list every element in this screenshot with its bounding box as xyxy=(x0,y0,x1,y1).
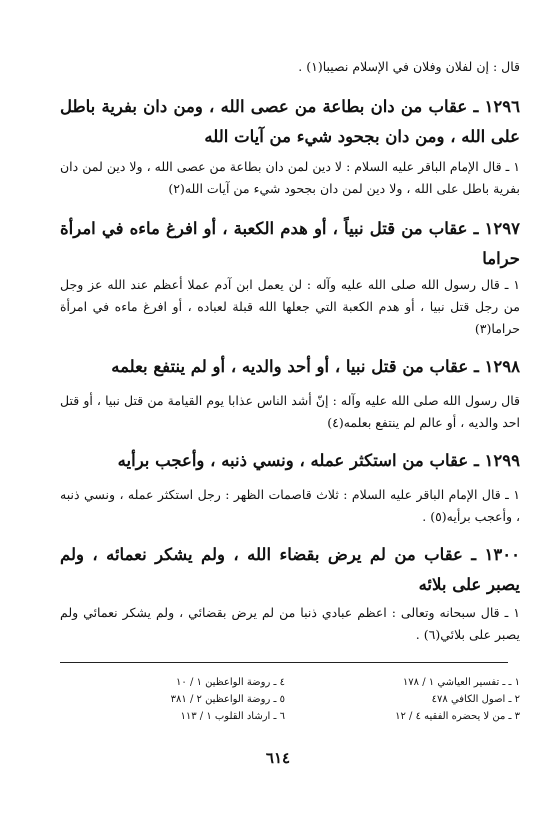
footnote-5: ٥ ـ روضة الواعظين ٢ / ٣٨١ xyxy=(170,694,285,705)
intro-line: قال : إن لفلان وفلان في الإسلام نصيبا(١) . xyxy=(298,59,520,74)
section-body-1297: ١ ـ قال رسول الله صلى الله عليه وآله : لن يعمل ابن آدم عملا أعظم عند الله عز وجل من رجل قتل نبيا ، أو هدم الكعبة التي جعلها الله قبلة لعباده ، أو افرغ ماءه في امرأة حراما(٣) xyxy=(60,277,520,336)
footnotes-right-column xyxy=(320,674,520,725)
section-heading-1298: ١٢٩٨ ـ عقاب من قتل نبيا ، أو أحد والديه ، أو لم ينتفع بعلمه xyxy=(111,357,520,376)
page-number: ٦١٤ xyxy=(265,749,291,767)
section-heading-1296: ١٢٩٦ ـ عقاب من دان بطاعة من عصى الله ، ومن دان بفرية باطل على الله ، ومن دان بجحود شيء من آيات الله xyxy=(60,97,520,146)
footnote-4: ٤ ـ روضة الواعظين ١ / ١٠ xyxy=(176,677,285,688)
footnote-2: ٢ ـ اصول الكافي ٤٧٨ xyxy=(431,694,520,705)
section-heading-1299: ١٢٩٩ ـ عقاب من استكثر عمله ، ونسي ذنبه ، وأعجب برأيه xyxy=(117,451,520,470)
section-heading-1297: ١٢٩٧ ـ عقاب من قتل نبياً ، أو هدم الكعبة ، أو افرغ ماءه في امرأة حراما xyxy=(60,219,520,268)
footnote-1: ١ ـ ـ تفسير العياشي ١ / ١٧٨ xyxy=(402,677,520,688)
section-body-1299: ١ ـ قال الإمام الباقر عليه السلام : ثلاث قاصمات الظهر : رجل استكثر عمله ، ونسي ذنبه ، وأعجب برأيه(٥) . xyxy=(60,487,520,524)
footnote-separator xyxy=(60,662,508,663)
footnote-6: ٦ ـ ارشاد القلوب ١ / ١١٣ xyxy=(180,711,285,722)
section-body-1300: ١ ـ قال سبحانه وتعالى : اعظم عبادي ذنبا من لم يرض بقضائي ، ولم يشكر نعمائي ولم يصبر على بلائي(٦) . xyxy=(60,605,520,642)
section-body-1296: ١ ـ قال الإمام الباقر عليه السلام : لا دين لمن دان بطاعة من عصى الله ، ولا دين لمن دان بفرية باطل على الله ، ولا دين لمن دان بجحود شيء من آيات الله(٢) xyxy=(60,159,520,196)
section-body-1298: قال رسول الله صلى الله عليه وآله : إنّ أشد الناس عذابا يوم القيامة من قتل نبيا ، أو قتل احد والديه ، أو عالم لم ينتفع بعلمه(٤) xyxy=(60,393,520,430)
footnotes-left-column xyxy=(95,674,285,725)
footnote-3: ٣ ـ من لا يحضره الفقيه ٤ / ١٢ xyxy=(395,711,520,722)
section-heading-1300: ١٣٠٠ ـ عقاب من لم يرض بقضاء الله ، ولم يشكر نعمائه ، ولم يصبر على بلائه xyxy=(60,545,520,594)
